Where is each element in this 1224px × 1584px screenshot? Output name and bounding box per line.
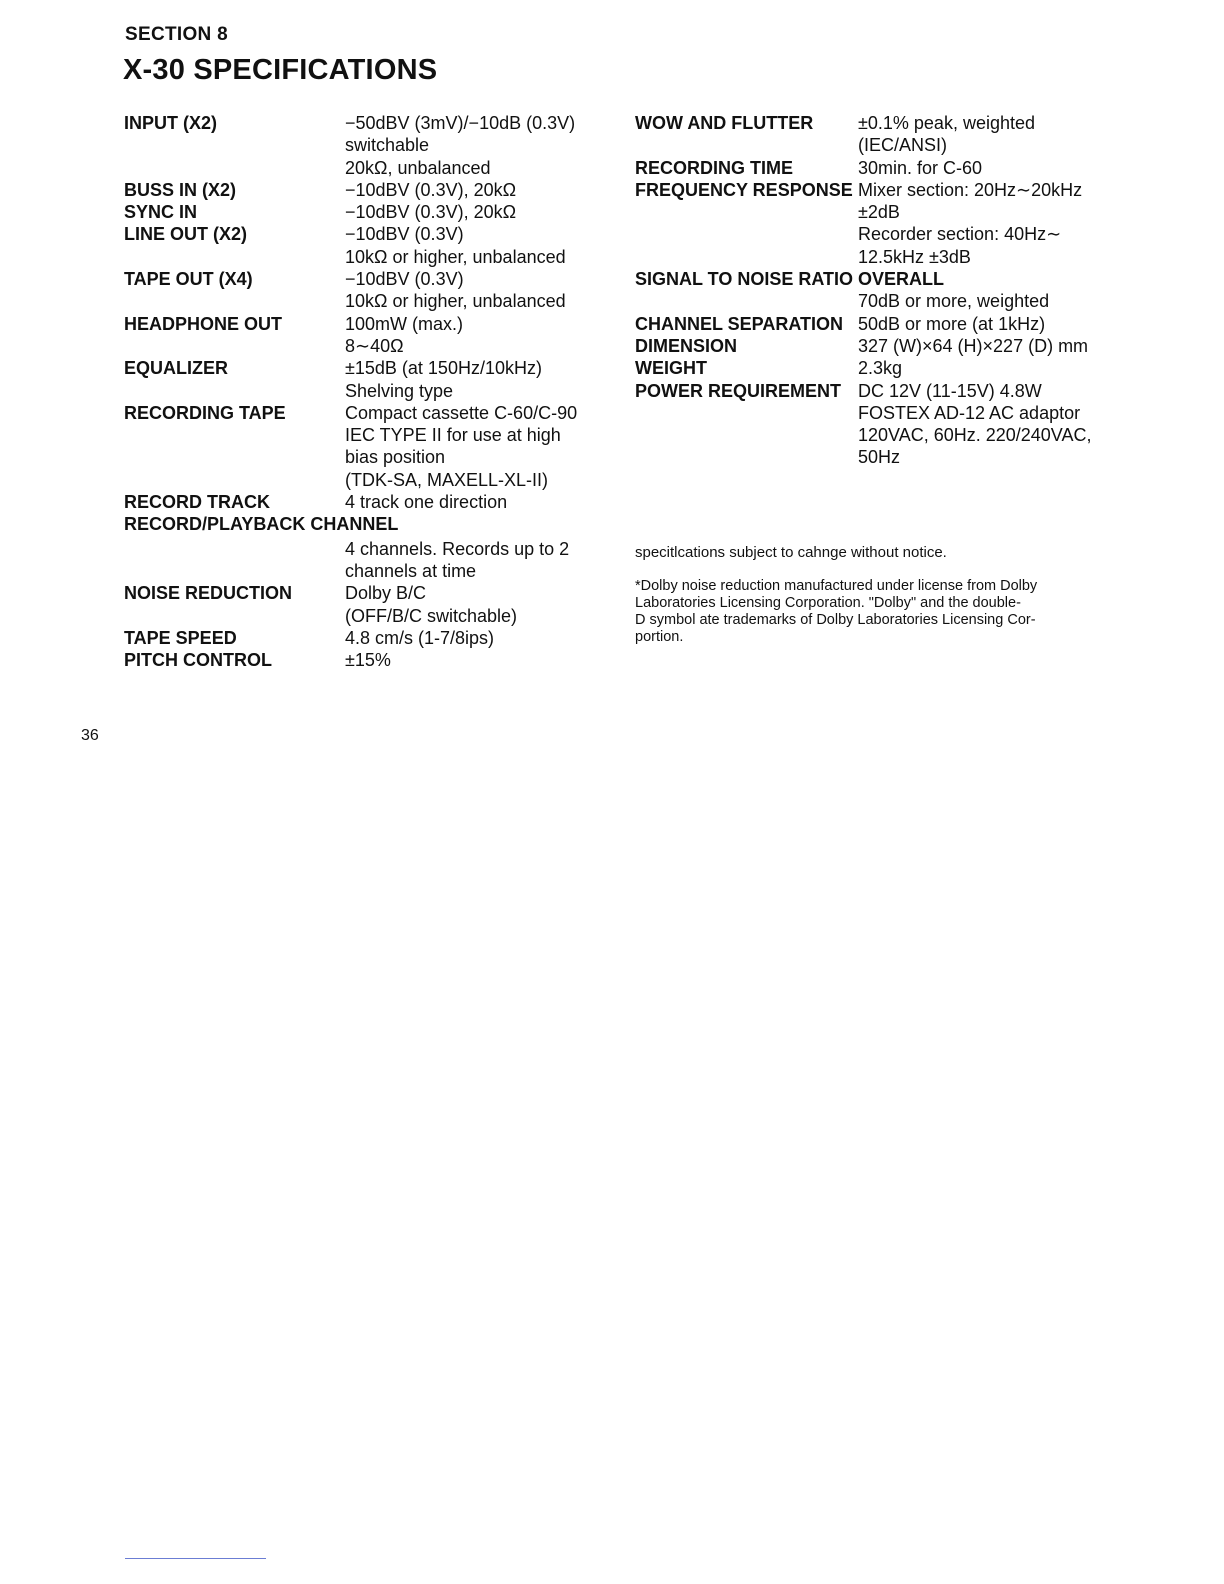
spec-label: WEIGHT (635, 358, 707, 379)
spec-row-dimension (635, 335, 1135, 357)
spec-value-line: 50Hz (858, 447, 901, 468)
spec-change-notice: specitlcations subject to cahnge without notice. (635, 544, 947, 561)
spec-label: RECORD/PLAYBACK CHANNEL (124, 514, 399, 535)
spec-row-sync-in (124, 201, 614, 223)
spec-label: RECORD TRACK (124, 492, 270, 513)
spec-value-line: 70dB or more, weighted (858, 291, 1050, 312)
spec-value-line: Compact cassette C-60/C-90 (345, 402, 578, 423)
spec-label: TAPE OUT (X4) (124, 269, 253, 290)
spec-label: PITCH CONTROL (124, 650, 272, 671)
spec-label: RECORDING TIME (635, 157, 794, 178)
footnote-line: *Dolby noise reduction manufactured under license from Dolby (635, 578, 1038, 594)
spec-row-record-playback-channel (124, 513, 614, 582)
spec-value-line: (OFF/B/C switchable) (345, 605, 518, 626)
spec-value-line: Mixer section: 20Hz∼20kHz (858, 179, 1083, 200)
spec-value (635, 290, 1135, 312)
spec-label: HEADPHONE OUT (124, 313, 283, 334)
spec-value (345, 313, 614, 358)
spec-label: SYNC IN (124, 202, 198, 223)
spec-value-line: ±15dB (at 150Hz/10kHz) (345, 358, 542, 379)
spec-value-line: 8∼40Ω (345, 335, 404, 356)
spec-value (345, 268, 614, 313)
spec-row-channel-separation (635, 313, 1135, 335)
spec-value (858, 335, 1135, 357)
spec-value (345, 649, 614, 671)
spec-value-line: 12.5kHz ±3dB (858, 246, 971, 267)
spec-value (858, 179, 1135, 268)
spec-value-line: −50dBV (3mV)/−10dB (0.3V) (345, 113, 576, 133)
spec-value-line: (TDK-SA, MAXELL-XL-II) (345, 469, 549, 490)
spec-value-line: 30min. for C-60 (858, 157, 983, 178)
spec-value-line: Shelving type (345, 380, 454, 401)
spec-value-line: 4 track one direction (345, 492, 508, 513)
spec-label: WOW AND FLUTTER (635, 113, 814, 133)
spec-value (858, 112, 1135, 157)
spec-row-noise-reduction (124, 582, 614, 627)
spec-value-line: ±15% (345, 650, 391, 671)
spec-value (345, 491, 614, 513)
spec-value-line: bias position (345, 447, 446, 468)
spec-row-recording-time (635, 157, 1135, 179)
spec-value-line: 120VAC, 60Hz. 220/240VAC, (858, 425, 1092, 446)
spec-row-power-requirement (635, 380, 1135, 469)
spec-value-line: ±2dB (858, 202, 900, 223)
spec-row-wow-flutter (635, 112, 1135, 157)
spec-row-equalizer (124, 357, 614, 402)
spec-row-snr (635, 268, 1135, 313)
spec-value (858, 313, 1135, 335)
spec-value-line: IEC TYPE II for use at high (345, 425, 561, 446)
spec-value-line: FOSTEX AD-12 AC adaptor (858, 402, 1081, 423)
spec-row-headphone-out (124, 313, 614, 358)
spec-label: LINE OUT (X2) (124, 224, 248, 245)
page-title: X-30 SPECIFICATIONS (123, 54, 438, 86)
spec-value (124, 538, 614, 583)
footer-rule (125, 1558, 266, 1559)
spec-value-line: −10dBV (0.3V) (345, 224, 464, 245)
left-spec-column (124, 112, 614, 671)
spec-value-line: −10dBV (0.3V), 20kΩ (345, 202, 517, 223)
footnote-line: portion. (635, 629, 684, 645)
spec-value-line: 20kΩ, unbalanced (345, 157, 491, 178)
spec-value-line: 4.8 cm/s (1-7/8ips) (345, 627, 495, 648)
spec-row-pitch-control (124, 649, 614, 671)
spec-value (858, 357, 1135, 379)
spec-label: BUSS IN (X2) (124, 179, 237, 200)
spec-value (345, 627, 614, 649)
spec-label: EQUALIZER (124, 358, 229, 379)
footnote-line: D symbol ate trademarks of Dolby Laboratories Licensing Cor- (635, 612, 1036, 628)
spec-value-line: 4 channels. Records up to 2 (345, 538, 570, 559)
spec-label: TAPE SPEED (124, 627, 237, 648)
spec-label: SIGNAL TO NOISE RATIO OVERALL (635, 269, 945, 290)
page-number: 36 (81, 727, 99, 744)
footnote-line: Laboratories Licensing Corporation. "Dolby" and the double- (635, 595, 1021, 611)
spec-value-line: switchable (345, 135, 430, 156)
spec-row-input (124, 112, 614, 179)
spec-value (345, 112, 614, 179)
spec-value-line: 50dB or more (at 1kHz) (858, 313, 1046, 334)
spec-row-buss-in (124, 179, 614, 201)
dolby-footnote (635, 578, 1105, 646)
spec-label: CHANNEL SEPARATION (635, 313, 844, 334)
spec-value (345, 402, 614, 491)
spec-value-line: 10kΩ or higher, unbalanced (345, 246, 566, 267)
spec-value (345, 223, 614, 268)
spec-label: RECORDING TAPE (124, 402, 286, 423)
spec-row-frequency-response (635, 179, 1135, 268)
spec-value (345, 582, 614, 627)
spec-row-tape-speed (124, 627, 614, 649)
spec-row-recording-tape (124, 402, 614, 491)
spec-row-line-out (124, 223, 614, 268)
spec-value-line: channels at time (345, 560, 477, 581)
spec-label: INPUT (X2) (124, 113, 218, 133)
spec-value-line: ±0.1% peak, weighted (858, 113, 1035, 133)
spec-row-tape-out (124, 268, 614, 313)
spec-value-line: Recorder section: 40Hz∼ (858, 224, 1062, 245)
section-label: SECTION 8 (125, 24, 228, 45)
spec-label: FREQUENCY RESPONSE (635, 179, 853, 200)
spec-value (345, 357, 614, 402)
spec-row-weight (635, 357, 1135, 379)
spec-value-line: 100mW (max.) (345, 313, 464, 334)
spec-value (858, 380, 1135, 469)
spec-value-line: 2.3kg (858, 358, 903, 379)
spec-value (345, 201, 614, 223)
spec-value-line: DC 12V (11-15V) 4.8W (858, 380, 1042, 401)
spec-value (858, 157, 1135, 179)
spec-label: POWER REQUIREMENT (635, 380, 842, 401)
spec-value-line: (IEC/ANSI) (858, 135, 948, 156)
spec-label: DIMENSION (635, 335, 738, 356)
spec-value (345, 179, 614, 201)
spec-value-line: 327 (W)×64 (H)×227 (D) mm (858, 335, 1089, 356)
right-spec-column (635, 112, 1135, 469)
spec-value-line: 10kΩ or higher, unbalanced (345, 291, 566, 312)
spec-value-line: Dolby B/C (345, 583, 427, 604)
spec-value-line: −10dBV (0.3V), 20kΩ (345, 179, 517, 200)
spec-row-record-track (124, 491, 614, 513)
spec-label: NOISE REDUCTION (124, 583, 293, 604)
spec-value-line: −10dBV (0.3V) (345, 269, 464, 290)
